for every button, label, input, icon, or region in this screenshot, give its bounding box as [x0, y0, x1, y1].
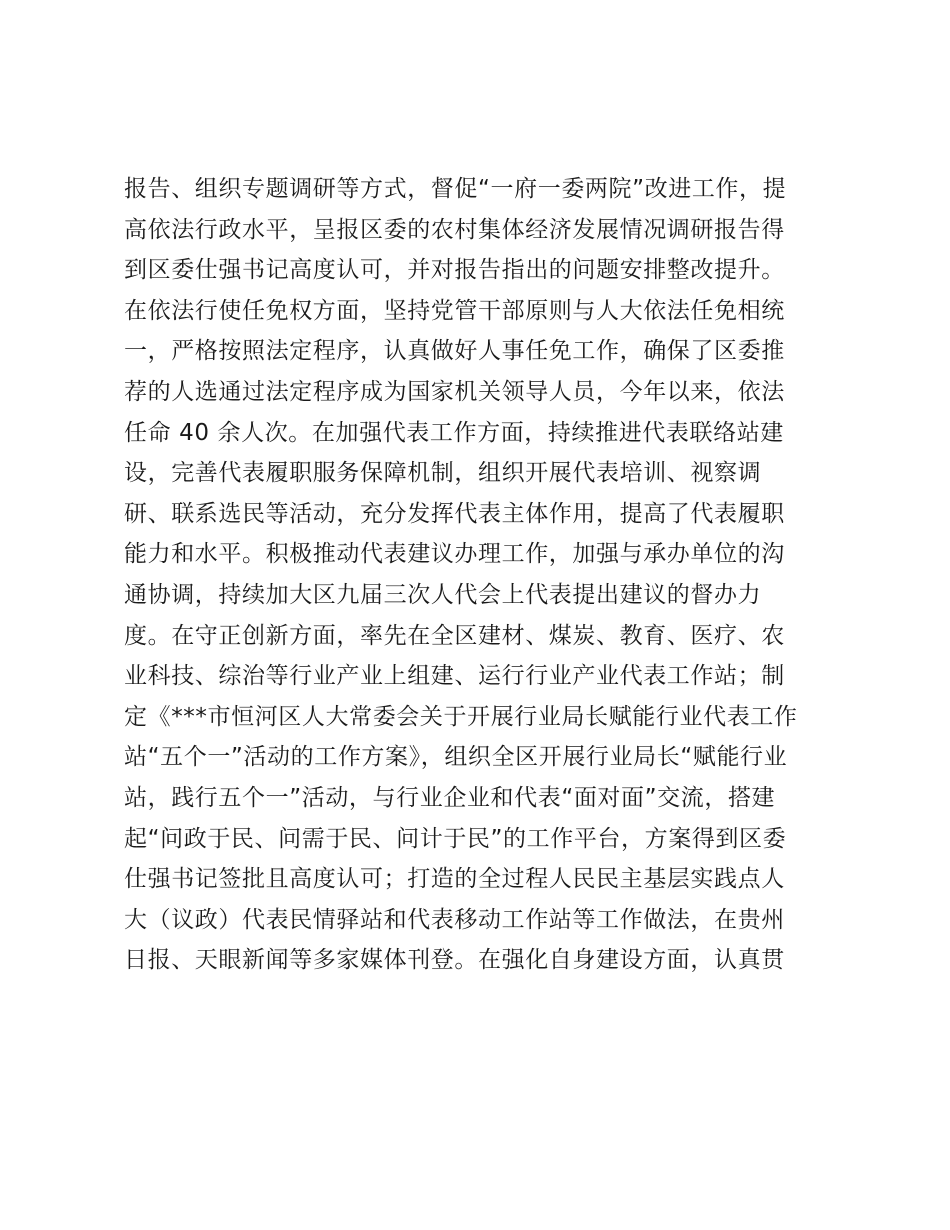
text-line: 研、联系选民等活动，充分发挥代表主体作用，提高了代表履职 [124, 500, 785, 527]
text-line: 设，完善代表履职服务保障机制，组织开展代表培训、视察调 [124, 460, 762, 487]
body-paragraph [124, 169, 844, 981]
text-line: 日报、天眼新闻等多家媒体刊登。在强化自身建设方面，认真贯 [124, 947, 785, 974]
text-line: 定《***市恒河区人大常委会关于开展行业局长赋能行业代表工作 [124, 703, 798, 730]
text-line: 站“五个一”活动的工作方案》，组织全区开展行业局长“赋能行业 [124, 744, 788, 771]
text-line: 站，践行五个一”活动，与行业企业和代表“面对面”交流，搭建 [124, 784, 776, 811]
text-line: 仕强书记签批且高度认可；打造的全过程人民民主基层实践点人 [124, 866, 785, 893]
text-line: 高依法行政水平，呈报区委的农村集体经济发展情况调研报告得 [124, 216, 785, 243]
text-line: 荐的人选通过法定程序成为国家机关领导人员，今年以来，依法 [124, 378, 785, 405]
text-line: 报告、组织专题调研等方式，督促“一府一委两院”改进工作，提 [124, 176, 787, 202]
text-line: 业科技、综治等行业产业上组建、运行行业产业代表工作站；制 [124, 663, 785, 690]
text-line: 度。在守正创新方面，率先在全区建材、煤炭、教育、医疗、农 [124, 622, 785, 649]
text-line: 任命 40 余人次。在加强代表工作方面，持续推进代表联络站建 [124, 419, 784, 446]
text-line: 一，严格按照法定程序，认真做好人事任免工作，确保了区委推 [124, 338, 785, 365]
text-line: 通协调，持续加大区九届三次人代会上代表提出建议的督办力 [124, 581, 762, 608]
text-line: 起“问政于民、问需于民、问计于民”的工作平台，方案得到区委 [124, 825, 787, 852]
text-line: 能力和水平。积极推动代表建议办理工作，加强与承办单位的沟 [124, 541, 785, 568]
text-line: 到区委仕强书记高度认可，并对报告指出的问题安排整改提升。 [124, 257, 785, 284]
text-line: 在依法行使任免权方面，坚持党管干部原则与人大依法任免相统 [124, 297, 785, 324]
text-line: 大（议政）代表民情驿站和代表移动工作站等工作做法，在贵州 [124, 906, 785, 933]
